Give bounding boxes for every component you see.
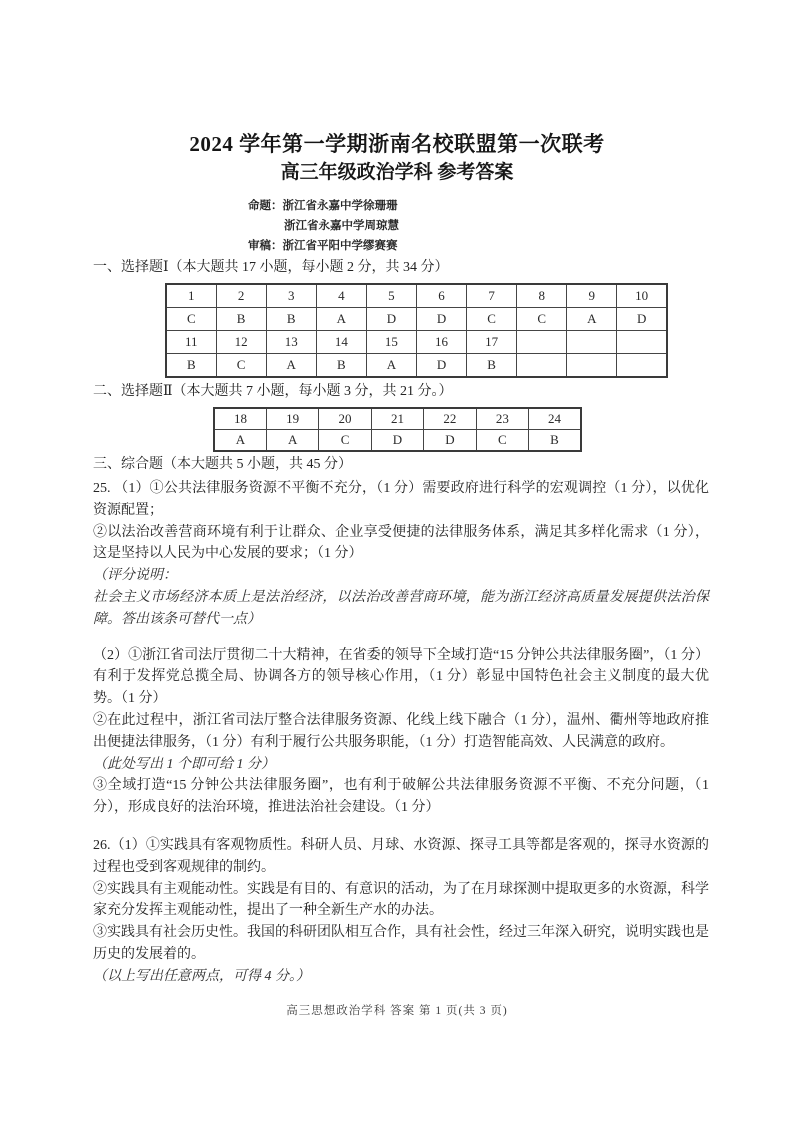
table-cell: A: [567, 308, 617, 331]
table-cell: 18: [214, 408, 266, 430]
table-cell: 15: [366, 331, 416, 354]
q26-answer-block: [93, 835, 709, 988]
table-cell: 14: [316, 331, 366, 354]
table-cell: 4: [316, 284, 366, 308]
credit-proposer-2: 浙江省永嘉中学周琼慧: [284, 220, 399, 232]
table-cell: B: [467, 354, 517, 378]
table-cell: [617, 331, 667, 354]
page-subtitle: 高三年级政治学科 参考答案: [280, 162, 514, 183]
table-cell: [517, 354, 567, 378]
table-cell: B: [266, 308, 316, 331]
table-cell: 6: [416, 284, 466, 308]
answer-table-1: [165, 283, 668, 378]
section1-heading: 一、选择题Ⅰ（本大题共 17 小题，每小题 2 分，共 34 分）: [93, 260, 449, 275]
table-row: [166, 354, 667, 378]
table-cell: C: [467, 308, 517, 331]
table-cell: 7: [467, 284, 517, 308]
table-cell: B: [216, 308, 266, 331]
table-cell: A: [266, 354, 316, 378]
q25-part2-block: [93, 645, 709, 819]
table-cell: C: [517, 308, 567, 331]
credit-proposer-1: 命题：浙江省永嘉中学徐珊珊: [248, 200, 398, 212]
table-cell: D: [366, 308, 416, 331]
credits-block: [0, 196, 794, 256]
table-cell: 24: [529, 408, 581, 430]
table-cell: 16: [416, 331, 466, 354]
table-cell: 10: [617, 284, 667, 308]
table-cell: 5: [366, 284, 416, 308]
table-cell: 17: [467, 331, 517, 354]
table-cell: B: [316, 354, 366, 378]
page-footer: 高三思想政治学科 答案 第 1 页(共 3 页): [286, 1005, 508, 1017]
table-cell: 11: [166, 331, 216, 354]
table-cell: B: [166, 354, 216, 378]
q25-part1-paragraph: 25. （1）①公共法律服务资源不平衡不充分，（1 分）需要政府进行科学的宏观调控（1 分），以优化资源配置；: [93, 481, 709, 518]
table-cell: 23: [476, 408, 528, 430]
table-row: [166, 331, 667, 354]
table-row: [214, 430, 581, 452]
table-cell: A: [366, 354, 416, 378]
answer-table-2: [213, 407, 582, 452]
q26-paragraph: ②实践具有主观能动性。实践是有目的、有意识的活动，为了在月球探测中提取更多的水资源，科学家充分发挥主观能动性，提出了一种全新生产水的办法。: [93, 881, 709, 919]
q25-grading-note-open: （评分说明：: [93, 568, 177, 584]
table-cell: D: [371, 430, 423, 452]
q25-part2-paragraph: ③全域打造“15 分钟公共法律服务圈”，也有利于破解公共法律服务资源不平衡、不充分问题，（1 分），形成良好的法治环境，推进法治社会建设。（1 分）: [93, 778, 709, 816]
table-cell: 20: [319, 408, 371, 430]
table-cell: 12: [216, 331, 266, 354]
table-cell: C: [319, 430, 371, 452]
table-cell: [517, 331, 567, 354]
q26-paragraph: 26.（1）①实践具有客观物质性。科研人员、月球、水资源、探寻工具等都是客观的，探寻水资源的过程也受到客观规律的制约。: [93, 837, 709, 875]
table-cell: 9: [567, 284, 617, 308]
q25-part2-paragraph: （2）①浙江省司法厅贯彻二十大精神，在省委的领导下全域打造“15 分钟公共法律服务圈”，（1 分）有利于发挥党总揽全局、协调各方的领导核心作用，（1 分）彰显中国特色社会主义制度的最大优势。（1 分）: [93, 647, 709, 707]
q25-grading-note-body: 社会主义市场经济本质上是法治经济，以法治改善营商环境，能为浙江经济高质量发展提供法治保障。答出该条可替代一点）: [93, 589, 709, 627]
table-cell: [567, 331, 617, 354]
q25-part1-paragraph: ②以法治改善营商环境有利于让群众、企业享受便捷的法律服务体系，满足其多样化需求（1 分），这是坚持以人民为中心发展的要求；（1 分）: [93, 524, 709, 562]
table-cell: [617, 354, 667, 378]
table-cell: 21: [371, 408, 423, 430]
table-cell: A: [214, 430, 266, 452]
table-cell: 13: [266, 331, 316, 354]
q25-answer-block: [93, 478, 709, 819]
table-cell: 8: [517, 284, 567, 308]
table-cell: D: [416, 354, 466, 378]
q25-part2-paragraph: ②在此过程中，浙江省司法厅整合法律服务资源、化线上线下融合（1 分），温州、衢州等地政府推出便捷法律服务，（1 分）有利于履行公共服务职能，（1 分）打造智能高效、人民满意的政府。: [93, 712, 709, 750]
table-cell: 2: [216, 284, 266, 308]
table-cell: 19: [266, 408, 318, 430]
section3-heading: 三、综合题（本大题共 5 小题，共 45 分）: [93, 457, 352, 472]
table-cell: [567, 354, 617, 378]
table-cell: D: [424, 430, 476, 452]
table-cell: C: [476, 430, 528, 452]
table-row: [166, 308, 667, 331]
table-cell: C: [166, 308, 216, 331]
section2-heading: 二、选择题Ⅱ（本大题共 7 小题，每小题 3 分，共 21 分。）: [93, 384, 453, 399]
table-cell: 3: [266, 284, 316, 308]
table-cell: D: [617, 308, 667, 331]
q25-part2-note: （此处写出 1 个即可给 1 分）: [93, 756, 275, 772]
table-row: [214, 408, 581, 430]
table-row: [166, 284, 667, 308]
table-cell: A: [316, 308, 366, 331]
page-title: 2024 学年第一学期浙南名校联盟第一次联考: [189, 132, 605, 156]
table-cell: C: [216, 354, 266, 378]
q26-grading-note: （以上写出任意两点，可得 4 分。）: [93, 968, 310, 984]
table-cell: 1: [166, 284, 216, 308]
table-cell: 22: [424, 408, 476, 430]
table-cell: A: [266, 430, 318, 452]
table-cell: B: [529, 430, 581, 452]
q26-paragraph: ③实践具有社会历史性。我国的科研团队相互合作，具有社会性，经过三年深入研究，说明实践也是历史的发展着的。: [93, 925, 709, 962]
table-cell: D: [416, 308, 466, 331]
credit-reviewer: 审稿：浙江省平阳中学缪赛赛: [248, 240, 398, 252]
